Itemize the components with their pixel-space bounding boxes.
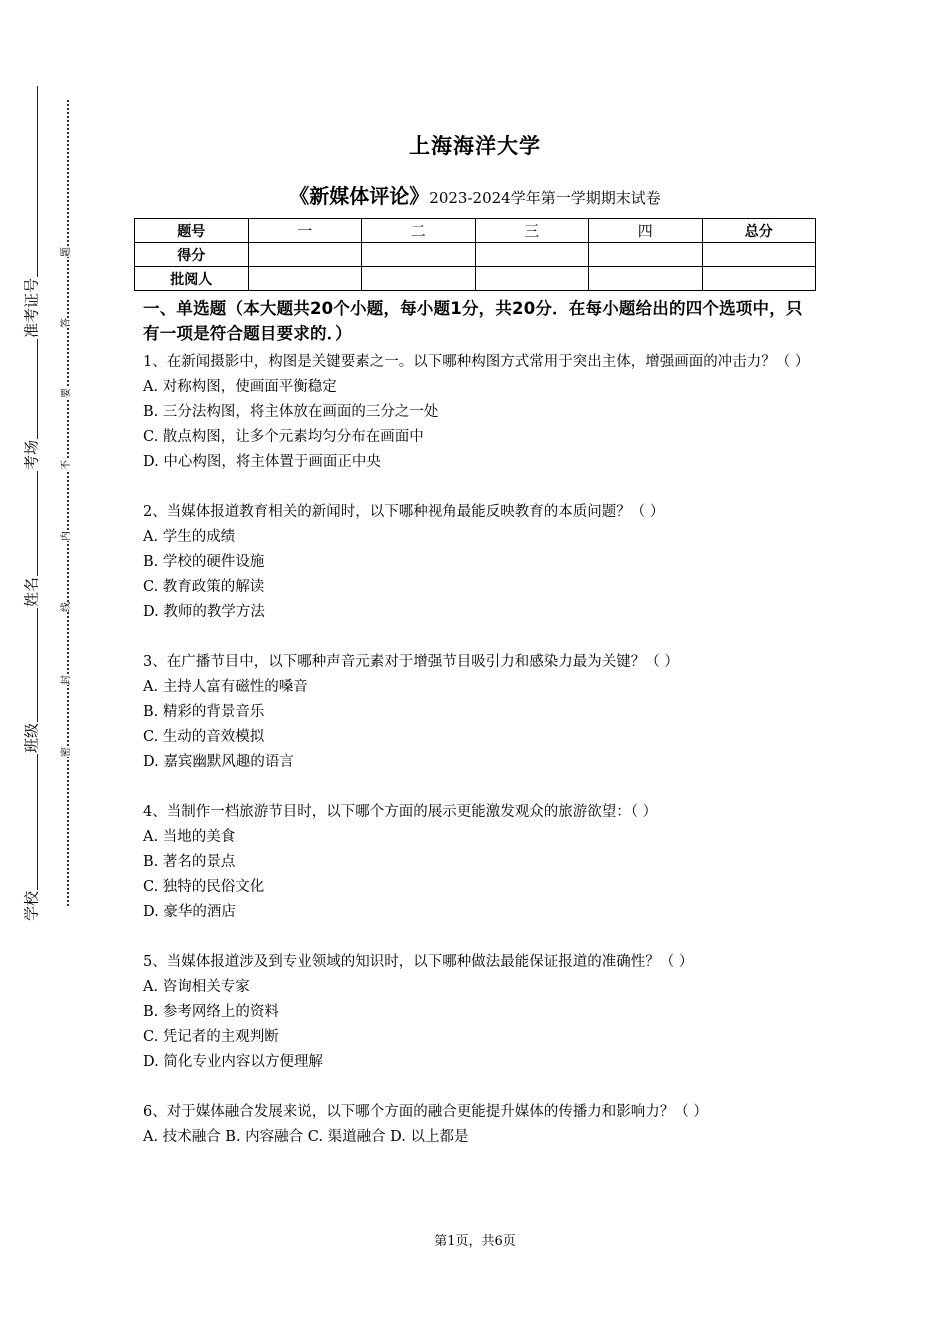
university-title: 上海海洋大学 — [409, 134, 541, 158]
option-b: B. 三分法构图，将主体放在画面的三分之一处 — [143, 404, 439, 420]
option-a: A. 学生的成绩 — [143, 529, 236, 545]
score-header-cell: 二 — [362, 219, 476, 243]
reviewer-row-label: 批阅人 — [135, 267, 249, 291]
option-b: B. 著名的景点 — [143, 854, 236, 870]
exam-title — [0, 180, 950, 209]
option-d: D. 嘉宾幽默风趣的语言 — [143, 754, 294, 770]
score-header-cell: 总分 — [702, 219, 816, 243]
option-b: B. 精彩的背景音乐 — [143, 704, 265, 720]
seal-char: 答 — [61, 318, 72, 328]
option-c: C. 散点构图，让多个元素均匀分布在画面中 — [143, 429, 424, 445]
option-c: C. 凭记者的主观判断 — [143, 1029, 279, 1045]
page-number: 第1页，共6页 — [434, 1234, 516, 1249]
reviewer-cell — [362, 267, 476, 291]
question-stem: 1、在新闻摄影中，构图是关键要素之一。以下哪种构图方式常用于突出主体，增强画面的冲击力？（ ） — [143, 354, 810, 370]
binding-line — [37, 86, 38, 922]
seal-dotted-line — [67, 100, 69, 906]
reviewer-cell — [702, 267, 816, 291]
option-d: D. 简化专业内容以方便理解 — [143, 1054, 323, 1070]
reviewer-cell — [589, 267, 703, 291]
question-5 — [143, 950, 815, 1075]
question-stem: 3、在广播节目中，以下哪种声音元素对于增强节目吸引力和感染力最为关键？（ ） — [143, 654, 679, 670]
option-a: A. 对称构图，使画面平衡稳定 — [143, 379, 337, 395]
question-6 — [143, 1100, 815, 1150]
score-row-label: 得分 — [135, 243, 249, 267]
score-header-cell: 题号 — [135, 219, 249, 243]
field-school: 学校 — [22, 890, 41, 922]
option-a: A. 当地的美食 — [143, 829, 236, 845]
option-a: A. 咨询相关专家 — [143, 979, 250, 995]
question-3 — [143, 650, 815, 775]
field-exam-room: 考场 — [22, 439, 41, 471]
seal-char: 题 — [61, 247, 72, 257]
question-stem: 5、当媒体报道涉及到专业领域的知识时，以下哪种做法最能保证报道的准确性？（ ） — [143, 954, 694, 970]
options-inline: A. 技术融合 B. 内容融合 C. 渠道融合 D. 以上都是 — [143, 1129, 469, 1145]
score-cell — [702, 243, 816, 267]
option-d: D. 豪华的酒店 — [143, 904, 236, 920]
score-header-cell: 四 — [589, 219, 703, 243]
seal-char: 不 — [61, 460, 72, 470]
seal-char: 线 — [61, 602, 72, 612]
seal-char: 密 — [61, 747, 72, 757]
score-header-cell: 一 — [248, 219, 362, 243]
question-1 — [143, 350, 815, 475]
question-4 — [143, 800, 815, 925]
option-c: C. 生动的音效模拟 — [143, 729, 265, 745]
option-a: A. 主持人富有磁性的嗓音 — [143, 679, 308, 695]
seal-char: 封 — [61, 675, 72, 685]
question-stem: 2、当媒体报道教育相关的新闻时，以下哪种视角最能反映教育的本质问题？（ ） — [143, 504, 665, 520]
section-title: 一、单选题（本大题共20个小题，每小题1分，共20分．在每小题给出的四个选项中，只有一项是符合题目要求的．） — [143, 299, 803, 343]
score-row — [135, 243, 816, 267]
exam-term: 2023-2024学年第一学期期末试卷 — [429, 189, 661, 207]
field-exam-number: 准考证号 — [22, 277, 41, 339]
reviewer-row — [135, 267, 816, 291]
course-name: 《新媒体评论》 — [289, 184, 430, 208]
reviewer-cell — [475, 267, 589, 291]
score-cell — [589, 243, 703, 267]
score-table-header-row — [135, 219, 816, 243]
score-cell — [248, 243, 362, 267]
option-d: D. 中心构图，将主体置于画面正中央 — [143, 454, 381, 470]
field-class: 班级 — [22, 722, 41, 754]
option-d: D. 教师的教学方法 — [143, 604, 265, 620]
option-c: C. 独特的民俗文化 — [143, 879, 265, 895]
question-stem: 4、当制作一档旅游节目时，以下哪个方面的展示更能激发观众的旅游欲望：（ ） — [143, 804, 658, 820]
reviewer-cell — [248, 267, 362, 291]
score-table — [134, 218, 816, 291]
question-2 — [143, 500, 815, 625]
question-stem: 6、对于媒体融合发展来说，以下哪个方面的融合更能提升媒体的传播力和影响力？（ ） — [143, 1104, 708, 1120]
seal-char: 要 — [61, 388, 72, 398]
score-cell — [362, 243, 476, 267]
field-name: 姓名 — [22, 576, 41, 608]
option-b: B. 学校的硬件设施 — [143, 554, 265, 570]
exam-content — [143, 296, 815, 1175]
seal-char: 内 — [61, 531, 72, 541]
score-cell — [475, 243, 589, 267]
option-c: C. 教育政策的解读 — [143, 579, 265, 595]
option-b: B. 参考网络上的资料 — [143, 1004, 279, 1020]
score-header-cell: 三 — [475, 219, 589, 243]
